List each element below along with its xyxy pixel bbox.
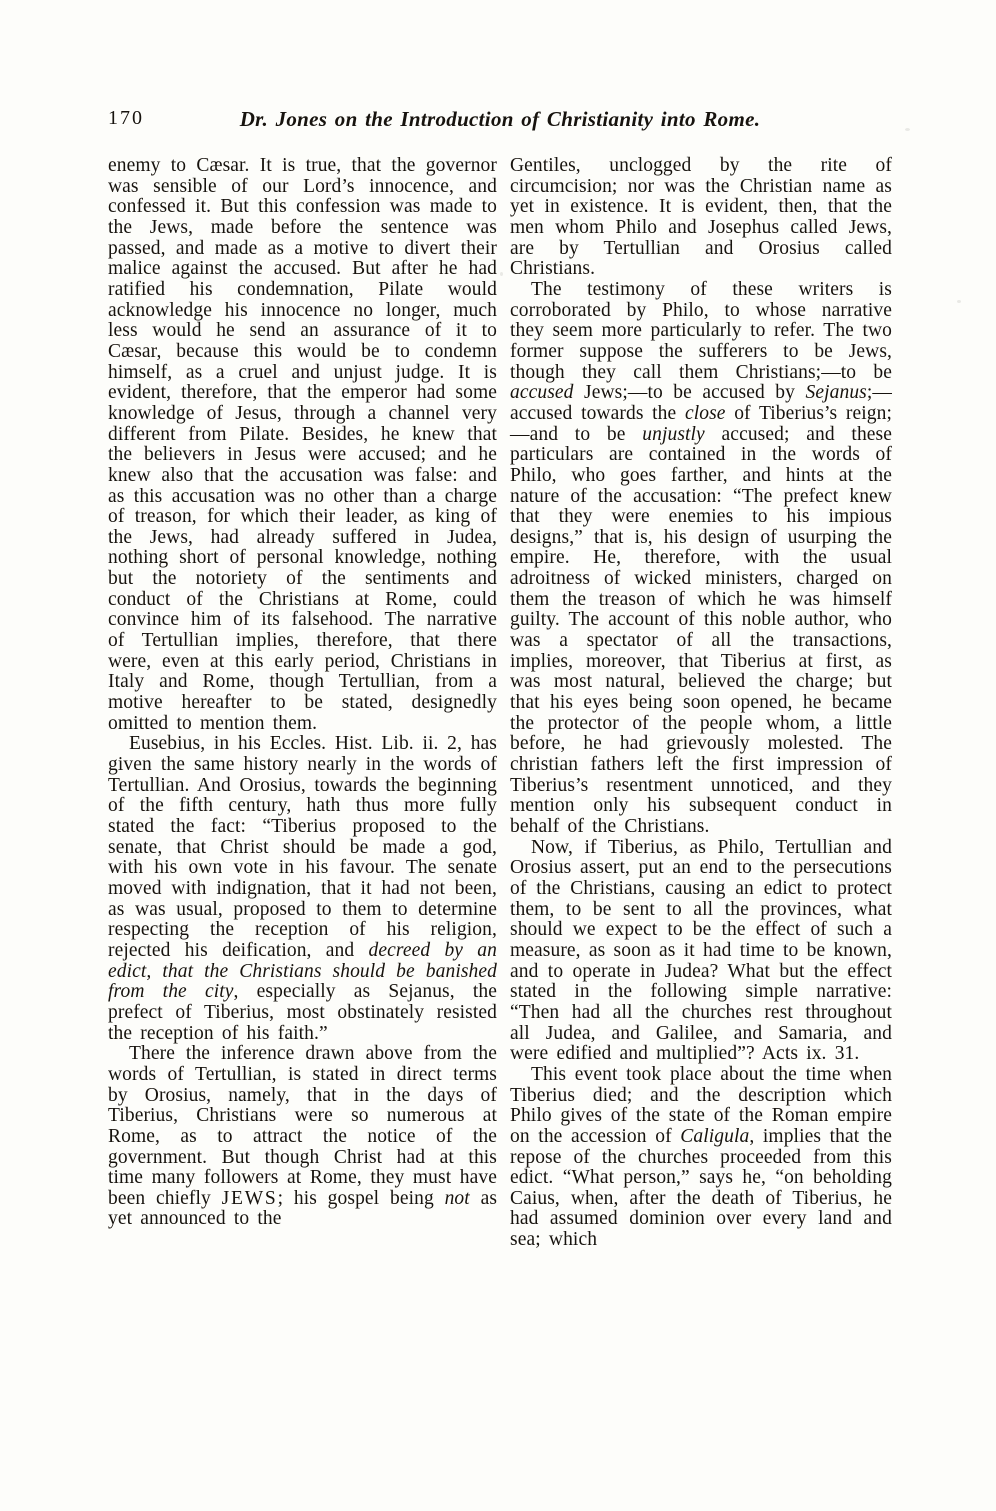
- text-segment: decreed by an edict, that the Christians should be banished from the city: [108, 939, 498, 1003]
- right-column: [510, 156, 892, 1251]
- text-segment: Now, if Tiberius, as Philo, Tertullian and Orosius assert, put an end to the persecutions of the Christians, causing an edict to protect them, to be sent to all the provinces, what should we expect to be the effect of such a measure, as soon as it had time to be known, and to operate in Judea? What but the effect stated in the following simple narrative: “Then had all the churches rest throughout all Judea, and Galilee, and Samaria, and were edified and multiplied”? Acts ix. 31.: [510, 836, 892, 1065]
- text-segment: Jews;—to be accused by: [573, 382, 806, 404]
- scan-smudge: [500, 272, 503, 276]
- text-segment: Caligula: [680, 1125, 750, 1147]
- text-segment: There the inference drawn above from the words of Tertullian, is stated in direct terms by Orosius, namely, that in the days of Tiberius, Christians were so numerous at Rome, as to attract the notice of the government. But though Christ had at this time many followers at Rome, they must have been chiefly: [108, 1043, 497, 1209]
- text-segment: Sejanus: [805, 382, 867, 404]
- text-segment: ;—accused towards the: [510, 382, 892, 424]
- text-segment: Eusebius, in his Eccles. Hist. Lib. ii. 2, has given the same history nearly in the words of Tertullian. And Orosius, towards the beginning of the fifth century, hath thus more fully stated the fact: “Tiberius proposed to the senate, that Christ should be made a god, with his own vote in his favour. The senate moved with indignation, that it had not been, as was usual, proposed to them to determine respecting the reception of his religion, rejected his deification, and: [108, 733, 497, 961]
- left-column: [108, 156, 497, 1251]
- text-segment: enemy to Cæsar. It is true, that the governor was sensible of our Lord’s innocence, and confessed it. But this confession was made to the Jews, made before the sentence was passed, and made as a motive to divert their malice against the accused. But after he had ratified his condemnation, Pilate would acknowledge his innocence no longer, much less would he send an assurance of it to Cæsar, because this would be to condemn himself, as a cruel and unjust judge. It is evident, therefore, that the emperor had some knowledge of Jesus, through a channel very different from Pilate. Besides, he knew that the believers in Jesus were accused; and he knew also that the accusation was false: and as this accusation was no other than a charge of treason, for which their leader, as king of the Jews, had already suffered in Judea, nothing short of personal knowledge, nothing but the notoriety of the sentiments and conduct of the Christians at Rome, could convince him of its falsehood. The narrative of Tertullian implies, therefore, that there were, even at this early period, Christians in Italy and Rome, though Tertullian, from a motive hereafter to be stated, designedly omitted to mention them.: [108, 155, 497, 734]
- paragraph: [510, 156, 892, 280]
- text-segment: This event took place about the time when Tiberius died; and the description which Philo gives of the state of the Roman empire on the accession of: [510, 1063, 892, 1147]
- paragraph: [510, 1065, 892, 1251]
- text-segment: Gentiles, unclogged by the rite of circumcision; nor was the Christian name as yet in existence. It is evident, then, that the men whom Philo and Josephus called Jews, are by Tertullian and Orosius called Christians.: [510, 155, 892, 280]
- text-segment: unjustly: [642, 423, 705, 445]
- text-segment: of Tiberius’s reign;—and to be: [510, 402, 892, 445]
- paragraph: [108, 734, 497, 1044]
- text-segment: as yet announced to the: [108, 1187, 498, 1230]
- text-segment: accused; and these particulars are contained in the words of Philo, who goes farther, and hints at the nature of the accusation: “The prefect knew that they were enemies to his impious designs,” that is, his design of usurping the empire. He, therefore, with the usual adroitness of wicked ministers, charged on them the treason of which he was himself guilty. The account of this noble author, who was a spectator of all the transactions, implies, moreover, that Tiberius at first, as was most natural, believed the charge; but that his eyes being soon opened, he became the protector of the people whom, a little before, he had grievously molested. The christian fathers left the first impression of Tiberius’s resentment unnoticed, and they mention only his subsequent conduct in behalf of the Christians.: [510, 423, 892, 837]
- text-segment: ; his gospel being: [277, 1187, 445, 1209]
- text-segment: JEWS: [221, 1187, 278, 1209]
- paragraph: [510, 838, 892, 1065]
- paragraph: [108, 1044, 497, 1230]
- text-segment: not: [444, 1187, 470, 1209]
- text-columns: [108, 156, 892, 1251]
- text-segment: close: [684, 402, 726, 424]
- page-header: [108, 0, 892, 139]
- scan-smudge: [957, 300, 961, 303]
- text-segment: , implies that the repose of the churches proceeded from this edict. “What person,” says he, “on beholding Caius, when, after the death of Tiberius, he had assumed dominion over every land and sea; which: [510, 1125, 892, 1251]
- page-number: 170: [108, 107, 144, 129]
- scan-smudge: [905, 128, 910, 131]
- text-segment: The testimony of these writers is corroborated by Philo, to whose narrative they seem more particularly to refer. The two former suppose the sufferers to be Jews, though they call them Christians;—to be: [510, 278, 892, 383]
- text-segment: accused: [510, 382, 574, 404]
- text-segment: , especially as Sejanus, the prefect of Tiberius, most obstinately resisted the reception of his faith.”: [108, 981, 497, 1044]
- running-title: Dr. Jones on the Introduction of Christianity into Rome.: [239, 107, 761, 131]
- paragraph: [510, 280, 892, 838]
- paragraph: [108, 156, 497, 734]
